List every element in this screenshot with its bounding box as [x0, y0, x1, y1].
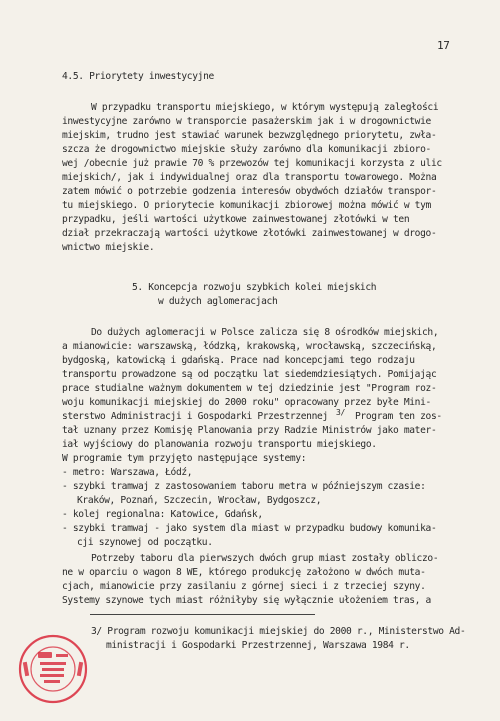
paragraph-line: sterstwo Administracji i Gospodarki Przestrzennej [62, 411, 328, 422]
paragraph-line: dział przekraczają wartości użytkowe złotówki zainwestowanej w drogo- [62, 228, 437, 239]
paragraph-line: Potrzeby taboru dla pierwszych dwóch grup miast zostały obliczo- [91, 553, 439, 564]
paragraph-line: ne w oparciu o wagon 8 WE, którego produkcję założono w dwóch muta- [62, 567, 426, 578]
footnote-separator [90, 614, 315, 615]
paragraph-line: transportu prowadzone są od początku lat siedemdziesiątych. Pomijając [62, 369, 437, 380]
list-item: - kolej regionalna: Katowice, Gdańsk, [62, 509, 263, 520]
section-heading-5-line2: w dużych aglomeracjach [158, 296, 278, 307]
paragraph-line: wej /obecnie już prawie 70 % przewozów tej komunikacji korzysta z ulic [62, 158, 442, 169]
paragraph-line: iał wyjściowy do planowania rozwoju transportu miejskiego. [62, 439, 377, 450]
paragraph-line: W przypadku transportu miejskiego, w którym występują zaległości [91, 102, 439, 113]
paragraph-line: miejskim, trudno jest stawiać warunek bezwzględnego priorytetu, zwła- [62, 130, 437, 141]
footnote-line: 3/ Program rozwoju komunikacji miejskiej do 2000 r., Ministerstwo Ad- [91, 626, 466, 637]
page-number: 17 [437, 39, 450, 52]
paragraph-line: miejskich/, jak i indywidualnej oraz dla transportu towarowego. Można [62, 172, 437, 183]
paragraph-line: przypadku, jeśli wartości użytkowe zainwestowanej złotówki w ten [62, 214, 410, 225]
list-item-continuation: Kraków, Poznań, Szczecin, Wrocław, Bydgoszcz, [77, 495, 322, 506]
footnote-line: ministracji i Gospodarki Przestrzennej, Warszawa 1984 r. [106, 640, 410, 651]
paragraph-line: tu miejskiego. O priorytecie komunikacji zbiorowej można mówić w tym [62, 200, 431, 211]
paragraph-line: W programie tym przyjęto następujące systemy: [62, 453, 307, 464]
paragraph-line: Do dużych aglomeracji w Polsce zalicza się 8 ośrodków miejskich, [91, 327, 439, 338]
paragraph-line: a mianowicie: warszawską, łódzką, krakowską, wrocławską, szczecińską, [62, 341, 437, 352]
list-item-continuation: cji szynowej od początku. [77, 537, 213, 548]
paragraph-line: tał uznany przez Komisję Planowania przy Radzie Ministrów jako mater- [62, 425, 437, 436]
paragraph-line: cjach, mianowicie przy zasilaniu z górnej sieci i z trzeciej szyny. [62, 581, 426, 592]
paragraph-line: woju komunikacji miejskiej do 2000 roku" opracowany przez byłe Mini- [62, 397, 431, 408]
section-heading-4-5: 4.5. Priorytety inwestycyjne [62, 71, 214, 82]
list-item: - metro: Warszawa, Łódź, [62, 467, 193, 478]
paragraph-line: prace studialne ważnym dokumentem w tej dziedzinie jest "Program roz- [62, 383, 437, 394]
paragraph-line: bydgoską, katowicką i gdańską. Prace nad koncepcjami tego rodzaju [62, 355, 415, 366]
paragraph-line: szcza że drogownictwo miejskie służy zarówno dla komunikacji zbioro- [62, 144, 431, 155]
paragraph-line: zatem mówić o potrzebie godzenia interesów obydwóch działów transpor- [62, 186, 437, 197]
paragraph-line: wnictwo miejskie. [62, 242, 155, 253]
paragraph-line: Systemy szynowe tych miast różniłyby się wyłącznie ułożeniem tras, a [62, 595, 431, 606]
section-heading-5: 5. Koncepcja rozwoju szybkich kolei miejskich [132, 282, 377, 293]
list-item: - szybki tramwaj - jako system dla miast w przypadku budowy komunika- [62, 523, 437, 534]
paragraph-line: Program ten zos- [355, 411, 442, 422]
library-stamp-icon [16, 632, 90, 706]
paragraph-line: inwestycyjne zarówno w transporcie pasażerskim jak i w drogownictwie [62, 116, 431, 127]
footnote-marker: 3/ [336, 408, 345, 417]
list-item: - szybki tramwaj z zastosowaniem taboru metra w późniejszym czasie: [62, 481, 426, 492]
